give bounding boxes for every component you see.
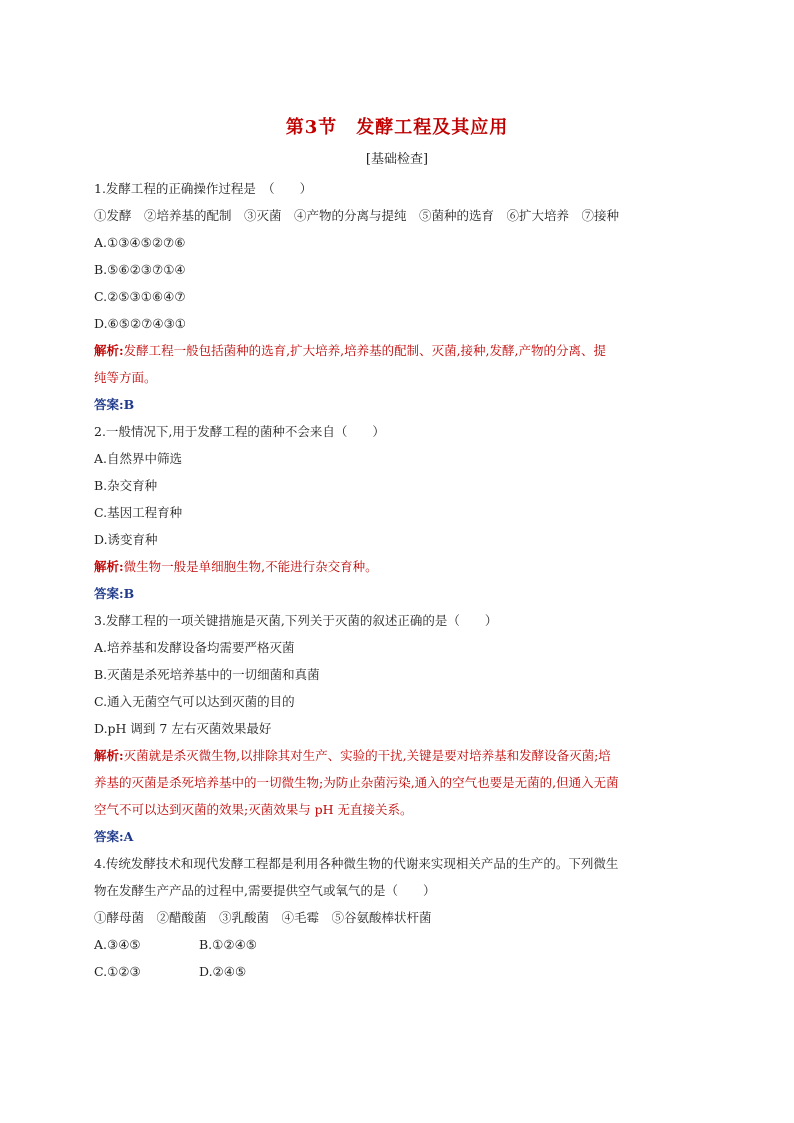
question-1-stem: 1.发酵工程的正确操作过程是 （ ） — [94, 181, 313, 196]
question-2-stem: 2.一般情况下,用于发酵工程的菌种不会来自（ ） — [94, 424, 385, 439]
question-4-option-a: A.③④⑤ — [94, 937, 141, 952]
question-4-option-b: B.①②④⑤ — [199, 937, 257, 952]
analysis-label: 解析: — [94, 559, 124, 574]
question-3-answer: 答案:A — [94, 829, 134, 844]
question-1-option-c: C.②⑤③①⑥④⑦ — [94, 289, 186, 304]
question-3-stem: 3.发酵工程的一项关键措施是灭菌,下列关于灭菌的叙述正确的是（ ） — [94, 613, 498, 628]
question-4-stem-cont: 物在发酵生产产品的过程中,需要提供空气或氧气的是（ ） — [94, 883, 436, 898]
question-list — [94, 175, 700, 985]
question-1-option-d: D.⑥⑤②⑦④③① — [94, 316, 186, 331]
question-1-analysis — [94, 337, 700, 364]
question-4-stem: 4.传统发酵技术和现代发酵工程都是利用各种微生物的代谢来实现相关产品的生产的。下列微生 — [94, 856, 619, 871]
analysis-text: 灭菌就是杀灭微生物,以排除其对生产、实验的干扰,关键是要对培养基和发酵设备灭菌;培 — [123, 748, 611, 763]
question-4-options-row-1 — [94, 931, 700, 958]
analysis-text: 发酵工程一般包括菌种的选育,扩大培养,培养基的配制、灭菌,接种,发酵,产物的分离、提 — [123, 343, 606, 358]
question-3-option-a: A.培养基和发酵设备均需要严格灭菌 — [94, 640, 295, 655]
page-title: 第3节 发酵工程及其应用 — [285, 117, 509, 138]
question-1-items: ①发酵 ②培养基的配制 ③灭菌 ④产物的分离与提纯 ⑤菌种的选育 ⑥扩大培养 ⑦接种 — [94, 208, 620, 223]
question-2-analysis — [94, 553, 700, 580]
question-3-option-d: D.pH 调到 7 左右灭菌效果最好 — [94, 721, 272, 736]
analysis-label: 解析: — [94, 343, 124, 358]
analysis-text: 微生物一般是单细胞生物,不能进行杂交育种。 — [123, 559, 378, 574]
question-1-option-a: A.①③④⑤②⑦⑥ — [94, 235, 186, 250]
question-4-items: ①酵母菌 ②醋酸菌 ③乳酸菌 ④毛霉 ⑤谷氨酸棒状杆菌 — [94, 910, 432, 925]
question-4-option-d: D.②④⑤ — [199, 964, 247, 979]
question-3-option-b: B.灭菌是杀死培养基中的一切细菌和真菌 — [94, 667, 320, 682]
question-3-analysis-cont-2: 空气不可以达到灭菌的效果;灭菌效果与 pH 无直接关系。 — [94, 802, 413, 817]
question-3-analysis — [94, 742, 700, 769]
question-1-option-b: B.⑤⑥②③⑦①④ — [94, 262, 186, 277]
section-label: [基础检查] — [365, 152, 429, 167]
question-1-analysis-cont: 纯等方面。 — [94, 370, 157, 385]
question-2-option-b: B.杂交育种 — [94, 478, 158, 493]
question-2-answer: 答案:B — [94, 586, 135, 601]
question-1-answer: 答案:B — [94, 397, 135, 412]
analysis-label: 解析: — [94, 748, 124, 763]
question-3-analysis-cont-1: 养基的灭菌是杀死培养基中的一切微生物;为防止杂菌污染,通入的空气也要是无菌的,但通入无菌 — [94, 775, 619, 790]
question-2-option-d: D.诱变育种 — [94, 532, 158, 547]
question-4-options-row-2 — [94, 958, 700, 985]
question-3-option-c: C.通入无菌空气可以达到灭菌的目的 — [94, 694, 295, 709]
question-2-option-c: C.基因工程育种 — [94, 505, 183, 520]
question-2-option-a: A.自然界中筛选 — [94, 451, 183, 466]
question-4-option-c: C.①②③ — [94, 964, 141, 979]
